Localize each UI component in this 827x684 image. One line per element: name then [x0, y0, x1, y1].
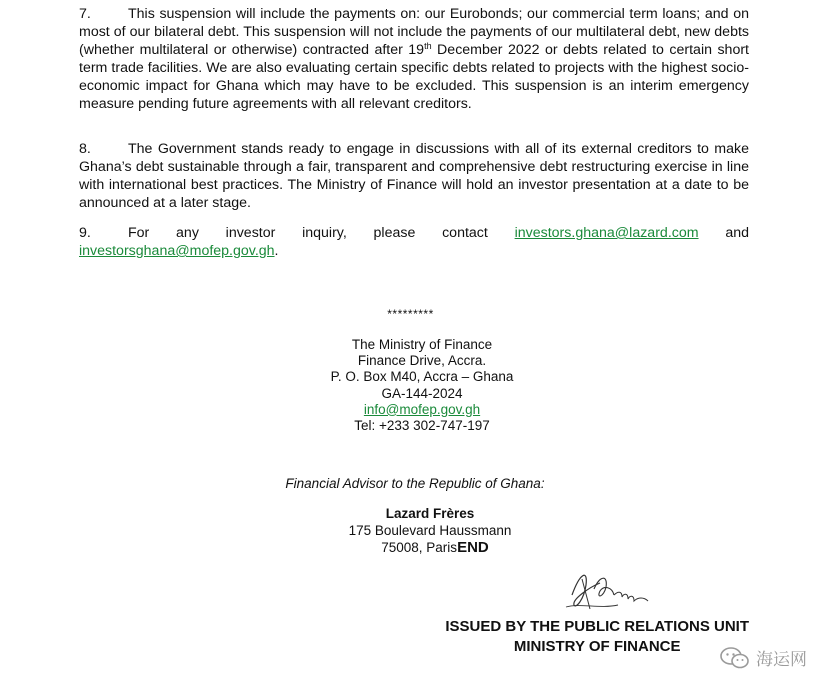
paragraph-8-number: 8. — [79, 141, 91, 157]
paragraph-9-number: 9. — [79, 225, 91, 241]
paragraph-8 — [79, 140, 749, 212]
ministry-street: Finance Drive, Accra. — [357, 353, 487, 369]
advisor-city: 75008, Paris — [381, 540, 458, 555]
paragraph-9-line-2 — [79, 242, 749, 260]
paragraph-7-superscript: th — [424, 41, 432, 51]
paragraph-9-text-a: For any investor inquiry, please contact — [128, 225, 488, 241]
paragraph-9-end: . — [274, 243, 279, 259]
ministry-tel: Tel: +233 302-747-197 — [354, 418, 490, 434]
advisor-firm: Lazard Frères — [385, 506, 475, 521]
separator: ********* — [387, 307, 434, 321]
investors-mofep-email-link[interactable]: investorsghana@mofep.gov.gh — [79, 243, 275, 259]
paragraph-7-text-b: December 2022 or debts related to certain short term trade facilities. We are also evaluating certain specific debts related to projects with the highest socio-economic impact for Ghana which may have to be excluded. This suspension is an interim emergency measure pending future agreements with all relevant creditors. — [79, 42, 749, 112]
paragraph-9 — [79, 224, 749, 260]
signature-image — [560, 565, 660, 617]
advisor-street: 175 Boulevard Haussmann — [348, 523, 512, 538]
paragraph-8-text: The Government stands ready to engage in discussions with all of its external creditors to make Ghana’s debt sustainable through a fair, transparent and comprehensive debt restructuring exercise in line with international best practices. The Ministry of Finance will hold an investor presentation at a date to be announced at a later stage. — [79, 141, 749, 211]
ministry-address — [257, 337, 587, 434]
watermark — [720, 645, 807, 670]
ministry-code: GA-144-2024 — [381, 385, 463, 401]
paragraph-7-number: 7. — [79, 6, 91, 22]
issued-line-2: MINISTRY OF FINANCE — [513, 638, 681, 655]
advisor-title: Financial Advisor to the Republic of Ghana: — [285, 476, 545, 491]
ministry-email-link[interactable]: info@mofep.gov.gh — [363, 401, 481, 417]
advisor-address — [257, 505, 543, 556]
paragraph-7-text-a: This suspension will include the payments on: our Eurobonds; our commercial term loans; and on most of our bilateral debt. This suspension will not include the payments of our multilateral debt, new debts (whether multilateral or otherwise) contracted after 19 — [79, 6, 749, 58]
end-mark: END — [457, 539, 489, 556]
wechat-icon — [720, 647, 750, 669]
paragraph-9-line-1 — [79, 224, 749, 242]
issued-by-block — [445, 617, 749, 657]
ministry-name: The Ministry of Finance — [351, 337, 493, 352]
paragraph-7 — [79, 5, 749, 113]
issued-line-1: ISSUED BY THE PUBLIC RELATIONS UNIT — [445, 618, 749, 635]
ministry-po-box: P. O. Box M40, Accra – Ghana — [330, 369, 514, 385]
watermark-text: 海运网 — [756, 650, 807, 669]
paragraph-9-connector: and — [725, 225, 749, 241]
investors-lazard-email-link[interactable]: investors.ghana@lazard.com — [514, 225, 699, 241]
